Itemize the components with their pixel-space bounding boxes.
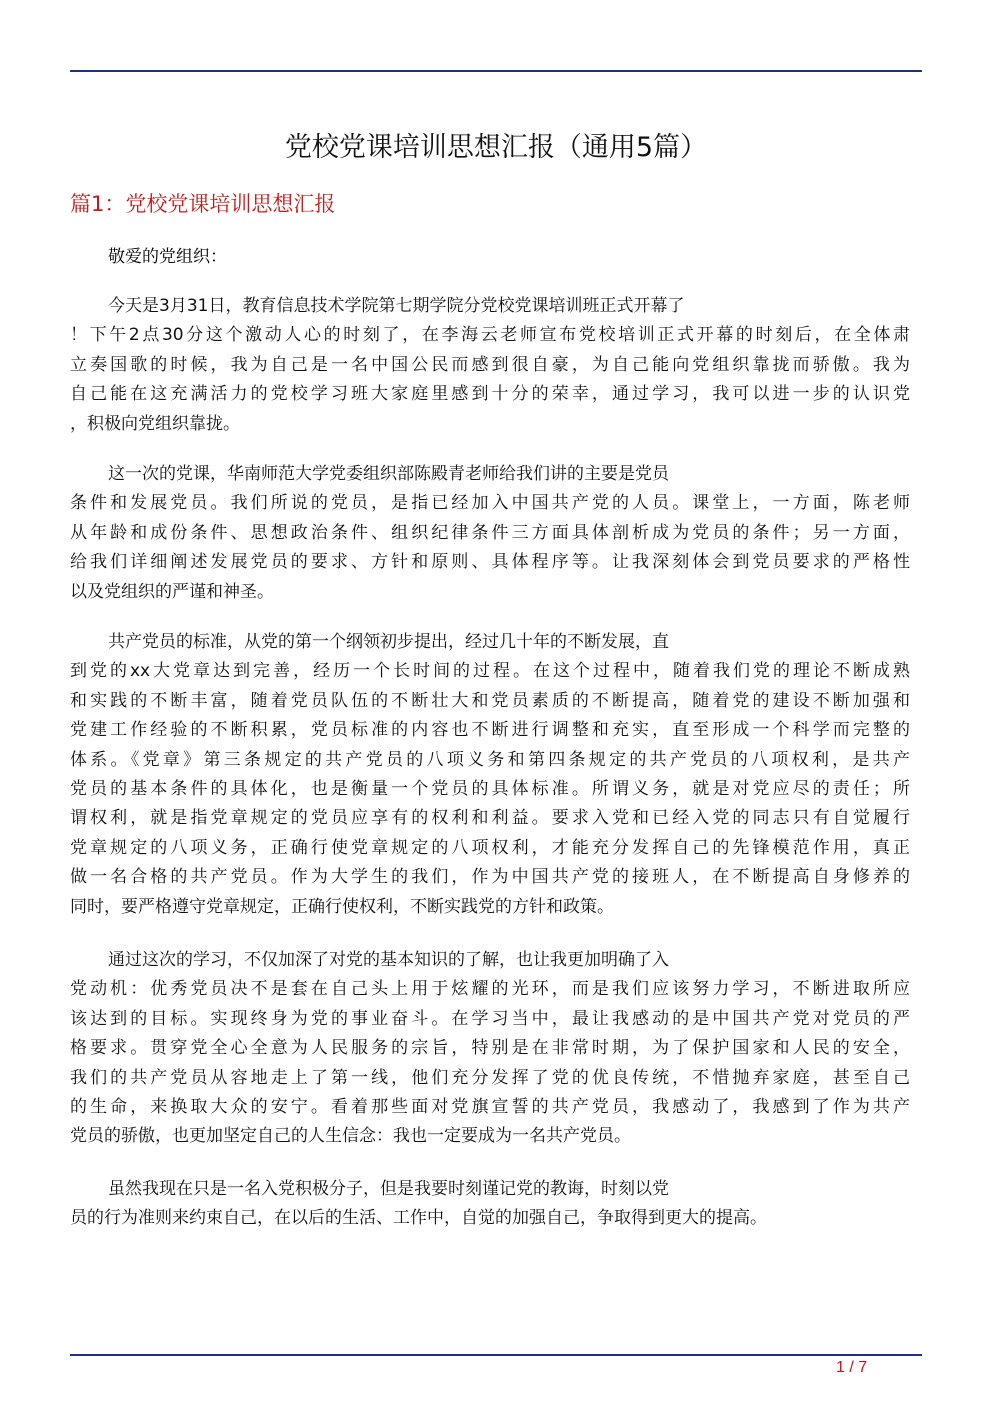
paragraph-line: 做一名合格的共产党员。作为大学生的我们，作为中国共产党的接班人，在不断提高自身修养的 — [70, 867, 910, 888]
body-paragraph-2 — [70, 460, 922, 607]
paragraph-line: 党动机：优秀党员决不是套在自己头上用于炫耀的光环，而是我们应该努力学习，不断进取所应 — [70, 979, 910, 1000]
paragraph-line: 党员的基本条件的具体化，也是衡量一个党员的具体标准。所谓义务，就是对党应尽的责任；所 — [70, 779, 910, 800]
paragraph-line: 立奏国歌的时候，我为自己是一名中国公民而感到很自豪，为自己能向党组织靠拢而骄傲。我为 — [70, 354, 910, 375]
paragraph-line: 今天是3月31日，教育信息技术学院第七期学院分党校党课培训班正式开幕了 — [108, 296, 685, 316]
paragraph-line: 我们的共产党员从容地走上了第一线，他们充分发挥了党的优良传统，不惜抛弃家庭，甚至自己 — [70, 1067, 910, 1088]
paragraph-line: 给我们详细阐述发展党员的要求、方针和原则、具体程序等。让我深刻体会到党员要求的严格性 — [70, 552, 910, 573]
paragraph-line: 到党的xx大党章达到完善，经历一个长时间的过程。在这个过程中，随着我们党的理论不断成熟 — [70, 661, 910, 682]
page-number: 1 / 7 — [836, 1359, 868, 1376]
body-paragraph-4 — [70, 946, 922, 1152]
body-paragraph-1 — [70, 292, 922, 439]
paragraph-line: 自己能在这充满活力的党校学习班大家庭里感到十分的荣幸，通过学习，我可以进一步的认识党 — [70, 384, 910, 405]
paragraph-line: 虽然我现在只是一名入党积极分子，但是我要时刻谨记党的教诲，时刻以党 — [108, 1179, 669, 1199]
paragraph-line: 条件和发展党员。我们所说的党员，是指已经加入中国共产党的人员。课堂上，一方面，陈老师 — [70, 493, 910, 514]
paragraph-line: 党建工作经验的不断积累，党员标准的内容也不断进行调整和充实，直至形成一个科学而完整的 — [70, 720, 910, 741]
paragraph-line: 这一次的党课，华南师范大学党委组织部陈殿青老师给我们讲的主要是党员 — [108, 464, 669, 484]
header-rule — [70, 70, 922, 72]
paragraph-line: 党员的骄傲，也更加坚定自己的人生信念：我也一定要成为一名共产党员。 — [70, 1126, 631, 1147]
paragraph-line: ，积极向党组织靠拢。 — [70, 413, 240, 434]
paragraph-line: 同时，要严格遵守党章规定，正确行使权利，不断实践党的方针和政策。 — [70, 896, 614, 917]
paragraph-line: 以及党组织的严谨和神圣。 — [70, 581, 274, 602]
salutation: 敬爱的党组织： — [108, 247, 227, 267]
document-title: 党校党课培训思想汇报（通用5篇） — [284, 132, 708, 163]
body-paragraph-5 — [70, 1175, 922, 1234]
paragraph-line: 从年龄和成份条件、思想政治条件、组织纪律条件三方面具体剖析成为党员的条件；另一方面， — [70, 522, 910, 543]
paragraph-line: 的生命，来换取大众的安宁。看着那些面对党旗宣誓的共产党员，我感动了，我感到了作为共产 — [70, 1097, 910, 1118]
paragraph-line: 和实践的不断丰富，随着党员队伍的不断壮大和党员素质的不断提高，随着党的建设不断加强和 — [70, 690, 910, 711]
paragraph-line: 共产党员的标准，从党的第一个纲领初步提出，经过几十年的不断发展，直 — [108, 632, 669, 652]
paragraph-line: 党章规定的八项义务，正确行使党章规定的八项权利，才能充分发挥自己的先锋模范作用，真正 — [70, 837, 910, 858]
paragraph-line: ！下午2点30分这个激动人心的时刻了，在李海云老师宣布党校培训正式开幕的时刻后，在全体肃 — [70, 325, 910, 346]
paragraph-line: 格要求。贯穿党全心全意为人民服务的宗旨，特别是在非常时期，为了保护国家和人民的安全， — [70, 1038, 910, 1059]
section-heading: 篇1：党校党课培训思想汇报 — [70, 192, 336, 216]
footer-rule — [70, 1354, 922, 1356]
paragraph-line: 体系。《党章》第三条规定的共产党员的八项义务和第四条规定的共产党员的八项权利，是共产 — [70, 749, 910, 770]
paragraph-line: 谓权利，就是指党章规定的党员应享有的权利和利益。要求入党和已经入党的同志只有自觉履行 — [70, 808, 910, 829]
paragraph-line: 通过这次的学习，不仅加深了对党的基本知识的了解，也让我更加明确了入 — [108, 950, 669, 970]
paragraph-line: 该达到的目标。实现终身为党的事业奋斗。在学习当中，最让我感动的是中国共产党对党员的严 — [70, 1008, 910, 1029]
body-paragraph-3 — [70, 628, 922, 922]
paragraph-line: 员的行为准则来约束自己，在以后的生活、工作中，自觉的加强自己，争取得到更大的提高。 — [70, 1208, 767, 1229]
